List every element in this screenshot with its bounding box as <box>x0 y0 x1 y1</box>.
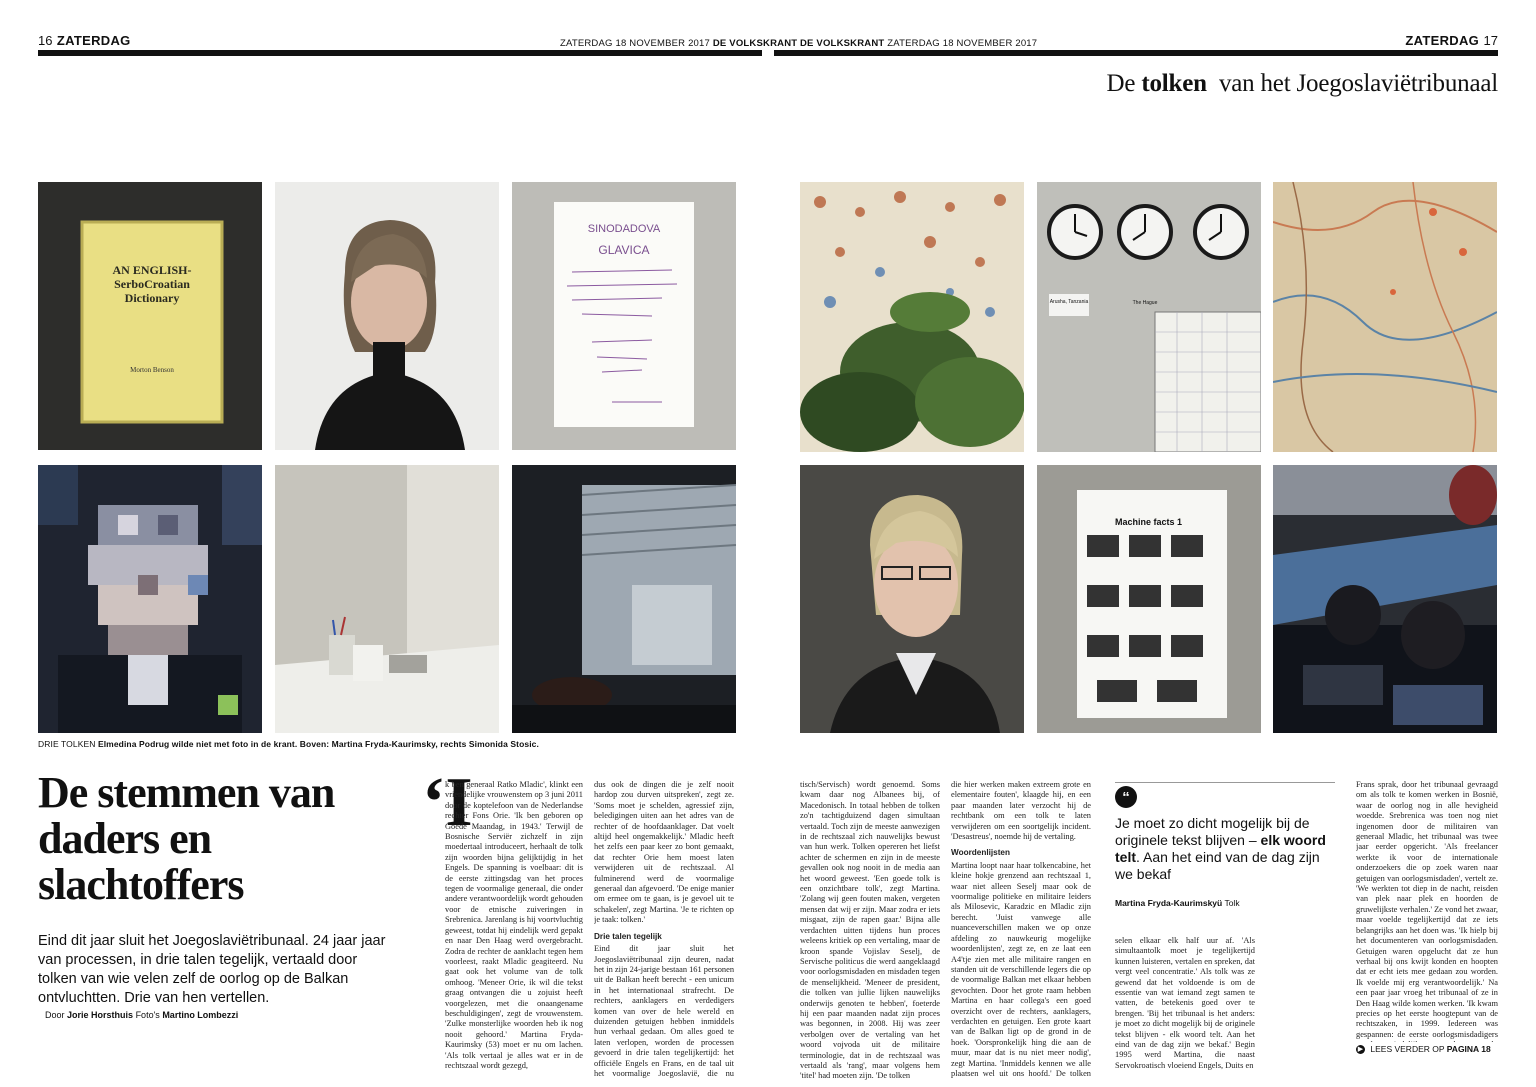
note-line-2: GLAVICA <box>598 243 650 257</box>
note-line-1: SINODADOVA <box>587 223 661 235</box>
continued-link[interactable] <box>1356 1044 1491 1054</box>
byline-photographer: Martino Lombezzi <box>162 1010 239 1020</box>
article-column-6-text: Frans sprak, door het tribunaal gevraagd om als tolk te komen werken in Bosnië, waar de oorlog nog in alle hevigheid woedde. Srebrenica was toen nog niet ingenomen door de militairen van generaal Mladic, het tribunaal was twee jaar eerder opgericht. 'Als freelancer werkte ik voor de internationale onderzoekers die op zoek waren naar getuigen van oorlogsmisdaden', vertelt ze. 'We werkten tot diep in de nacht, reisden van plek naar plek en hoorden de gruwelijkste verhalen.' Ze vond het zwaar, maar voelde tegelijkertijd dat ze iets belangrijks aan het doen was. 'Ik hielp bij het documenteren van oorlogsmisdaden. Getuigen waren opgelucht dat ze hun verhaal bij ons kwijt konden en hoopten dat er echt iets mee gedaan zou worden. Ik voelde mij erg verantwoordelijk.' Na een paar jaar vroeg het tribunaal of ze in Den Haag wilde komen werken. 'Ik kwam precies op het eerste hoogtepunt van de rechtszaken, in 1999. Iedereen was gespannen: de eerste oorlogsmisdadigers <box>1356 780 1498 1039</box>
photo-butterflies-plant <box>800 182 1024 452</box>
subheading-woordenlijsten: Woordenlijsten <box>951 848 1010 858</box>
left-page-day: ZATERDAG <box>56 33 131 48</box>
photo-handwritten-note <box>512 182 736 450</box>
section-title <box>1107 70 1498 98</box>
photo-clocks <box>1037 182 1261 452</box>
left-date: ZATERDAG 18 NOVEMBER 2017 <box>560 38 711 49</box>
photo-caption <box>38 739 539 749</box>
article-column-3-text: tisch/Servisch) wordt genoemd. Soms kwam daar nog Albanees bij, of Macedonisch. In totaal hebben de tolken zo'n tachtigduizend dagen simultaan vertaald. Toch zijn de meeste aanwezigen in de rechtszaal zich nauwelijks bewust van hun werk. Tolken opereren het liefst achter de schermen en zijn in de meeste gevallen ook nog nooit in de media aan het woord geweest. 'Een goede tolk is een onzichtbare tolk', zegt Martina. 'Zolang wij geen fouten maken, vergeten mensen dat wij er zijn. Maar zodra er iets misgaat, zijn de rapen gaar.' Bijna alle verdachten uitten tijdens hun proces weleens kritiek op een vertaling, maar de kroon spande Vojislav Seselj, de Servische politicus die werd aangeklaagd voor oorlogsmisdaden en misdaden tegen de menselijkheid. 'Meneer de president, die tolken van jullie lijken nauwelijks onderwijs genoten te hebben', foeterde hij een paar maanden nadat zijn proces was begonnen, in 2008. Hij was zeer verbolgen over de vertaling van het woord vojvoda uit de militaire terminologie, dat in de rechtszaal was vertaald als 'rang', maar volgens hem 'titel' had moeten zijn. 'De tolken <box>800 780 940 1080</box>
article-column-4-text-a: die hier werken maken extreem grote en elementaire fouten', klaagde hij, en een paar maanden later verzocht hij de rechtbank om een tolk te laten verwijderen om een soortgelijk incident. 'Desastreus', noemde hij de vertaling. <box>951 780 1091 842</box>
photo-portrait-martina <box>275 182 499 450</box>
clock-label-right: The Hague <box>1132 300 1158 306</box>
left-masthead-rule <box>38 50 762 56</box>
drop-cap-letter: I <box>445 764 473 841</box>
pull-quote-post: . Aan het eind van de dag zijn we bekaf <box>1115 849 1320 882</box>
continued-page: PAGINA 18 <box>1446 1044 1491 1054</box>
right-page-day: ZATERDAG <box>1405 33 1480 48</box>
right-page-number: 17 <box>1483 33 1498 48</box>
left-paper-name: DE VOLKSKRANT <box>712 38 798 49</box>
right-masthead-rule <box>774 50 1498 56</box>
photo-machine-poster <box>1037 465 1261 733</box>
left-folio <box>38 32 131 50</box>
pull-quote-role: Tolk <box>1224 898 1240 908</box>
drop-cap-quote: ‘I <box>422 764 473 841</box>
pull-quote-name: Martina Fryda-Kaurimskyü <box>1115 898 1223 908</box>
article-column-4 <box>951 780 1091 1080</box>
left-dateline <box>560 38 797 49</box>
photo-pixelated-portrait <box>38 465 262 733</box>
article-column-2 <box>594 780 734 1080</box>
caption-text: Elmedina Podrug wilde niet met foto in de krant. Boven: Martina Fryda-Kaurimsky, rechts Simonida Stosic. <box>97 739 539 749</box>
pull-quote-pre: Je moet zo dicht mogelijk bij de originele tekst blijven – <box>1115 815 1310 848</box>
pull-quote <box>1115 815 1340 883</box>
photo-map <box>1273 182 1497 452</box>
article-column-6 <box>1356 780 1498 1042</box>
byline-author: Jorie Horsthuis <box>67 1010 134 1020</box>
dictionary-author: Morton Benson <box>130 366 174 374</box>
dictionary-line-1: AN ENGLISH- <box>112 263 192 277</box>
dictionary-line-2: SerboCroatian <box>114 277 190 291</box>
byline-fotos: Foto's <box>135 1010 160 1020</box>
pull-quote-rule <box>1115 782 1335 783</box>
intro-text: Eind dit jaar sluit het Joegoslaviëtribunaal. 24 jaar jaar van processen, in drie talen tegelijk, vertaald door tolken van wie velen zelf de oorlog op de Balkan ontvluchtten. Drie van hen vertellen. <box>38 933 386 1006</box>
quote-icon: “ <box>1115 786 1137 808</box>
section-title-post: van het Joegoslaviëtribunaal <box>1218 70 1498 97</box>
pull-quote-attribution <box>1115 898 1240 908</box>
byline <box>45 1010 238 1020</box>
article-column-2-text-a: dus ook de dingen die je zelf nooit hardop zou durven uitspreken', zegt ze. 'Soms moet je schelden, agressief zijn, beledigingen uiten aan het adres van de rechter of de hoofdaanklager. Dat voelt altijd heel ongemakkelijk.' Mladic heeft het zelfs een paar keer zo bont gemaakt, dat rechter Orie hem moest laten verwijderen uit de rechtszaal. Al fulminerend werd de voormalige generaal dan afgevoerd. 'De enige manier om ermee om te gaan, is je gevoel uit te schakelen', zegt Martina. 'Je te richten op je taak: tolken.' <box>594 780 734 925</box>
article-column-4-text-b: Martina loopt naar haar tolkencabine, het kleine hokje grenzend aan rechtszaal 1, waar niet alleen Seselj maar ook de voormalige politieke en militaire leiders als Milosevic, Karadzic en Mladic zijn berecht. 'Juist vanwege alle nuanceverschillen maken we op onze afdeling zo nauwkeurig mogelijke woordenlijsten', zegt ze, en ze laat een A4'tje zien met alle militaire rangen en standen uit de verschillende legers die op de voormalige Balkan met elkaar hebben gevochten. Door het grote raam hebben Martina en haar collega's een goed overzicht over de rechters, aanklagers, verdachten en getuigen. Een grote kaart van de Balkan ligt op de grond in de hoek. 'Oorspronkelijk hing die aan de muur, maar dat is nu niet meer nodig', zegt Martina. 'Inmiddels kennen we alle plaatsen wel uit ons hoofd.' De tolken <box>951 860 1091 1078</box>
photo-table-cups <box>275 465 499 733</box>
section-title-bold: tolken <box>1141 70 1207 97</box>
right-date: ZATERDAG 18 NOVEMBER 2017 <box>887 38 1038 49</box>
byline-door: Door <box>45 1010 65 1020</box>
clock-label-left: Arusha, Tanzania <box>1049 299 1089 305</box>
photo-window-office <box>512 465 736 733</box>
dictionary-line-3: Dictionary <box>124 291 180 305</box>
article-column-1-text: k ben generaal Ratko Mladic', klinkt een vriendelijke vrouwenstem op 3 juni 2011 door de koptelefoon van de Nederlandse rechter Fons Orie. 'Ik ben geboren op Goede Maandag, in 1943.' Terwijl de Bosnische Serviër zichzelf in zijn moedertaal introduceert, herhaalt de tolk zijn woorden bijna gelijktijdig in het Engels. De spanning is voelbaar: dit is de eerste zittingsdag van het proces tegen de voormalige generaal, die onder andere verantwoordelijk wordt gehouden voor de etnische zuiveringen in Srebrenica. Jarenlang is hij voortvluchtig geweest, totdat hij eindelijk werd gepakt en naar Den Haag werd overgebracht. Zodra de rechter de aanklacht tegen hem voorleest, raakt Mladic geagiteerd. Nu gaat ook het volume van de tolk omhoog. 'Meneer Orie, ik wil die tekst graag ontvangen die u zojuist heeft voorgelezen, met die onaangename beschuldigingen', zegt de vrouwenstem. 'Zulke monsterlijke woorden heb ik nog nooit gehoord.' Martina Fryda-Kaurimsky (53) moet er nu om lachen. 'Als tolk vertaal je alles wat er in de rechtszaal wordt gezegd, <box>445 780 583 1070</box>
left-page-number: 16 <box>38 33 53 48</box>
subheading-drie-talen: Drie talen tegelijk <box>594 931 662 941</box>
right-folio <box>1405 32 1498 50</box>
poster-title: Machine facts 1 <box>1115 517 1183 527</box>
right-dateline <box>800 38 1037 49</box>
continued-label: LEES VERDER OP <box>1370 1044 1445 1054</box>
photo-dictionary <box>38 182 262 450</box>
article-column-5 <box>1115 936 1255 1081</box>
article-column-5-text: selen elkaar elk half uur af. 'Als simultaantolk moet je tegelijkertijd kunnen luisteren, vertalen en spreken, dat vergt veel concentratie.' Als tolk was ze gewend dat het voldoende is om de essentie van wat iemand zegt samen te vatten, de betekenis goed over te brengen. 'Bij het tribunaal is het anders: je moet zo dicht mogelijk bij de originele tekst blijven - elk woord telt. Aan het eind van de dag zijn we bekaf.' Begin 1995 werd Martina, die naast Servokroatisch vloeiend Engels, Duits en <box>1115 936 1255 1070</box>
headline: De stemmen van daders en slachtoffers <box>38 768 335 909</box>
article-column-2-text-b: Eind dit jaar sluit het Joegoslaviëtribunaal zijn deuren, nadat het in zijn 24-jarige bestaan 161 personen uit de Balkan heeft berecht - een unicum in het internationaal strafrecht. De rechters, aanklagers en verdedigers komen van over de hele wereld en duizenden getuigen hebben inmiddels hun verhaal gedaan. Om alles goed te laten verlopen, worden de processen gevoerd in drie talen tegelijkertijd: het officiële Engels en Frans, en de taal uit het voormalige Joegoslavië, die nu <box>594 944 734 1078</box>
caption-lead: DRIE TOLKEN <box>38 739 96 749</box>
photo-courtroom-interpreters <box>1273 465 1497 733</box>
article-column-1 <box>443 780 583 1080</box>
right-paper-name: DE VOLKSKRANT <box>800 38 885 49</box>
arrow-right-icon: ▶ <box>1357 1046 1364 1054</box>
pull-quote-bold: elk woord telt <box>1115 832 1326 865</box>
photo-portrait-simonida <box>800 465 1024 733</box>
section-title-pre: De <box>1106 70 1136 97</box>
article-column-3 <box>800 780 940 1080</box>
